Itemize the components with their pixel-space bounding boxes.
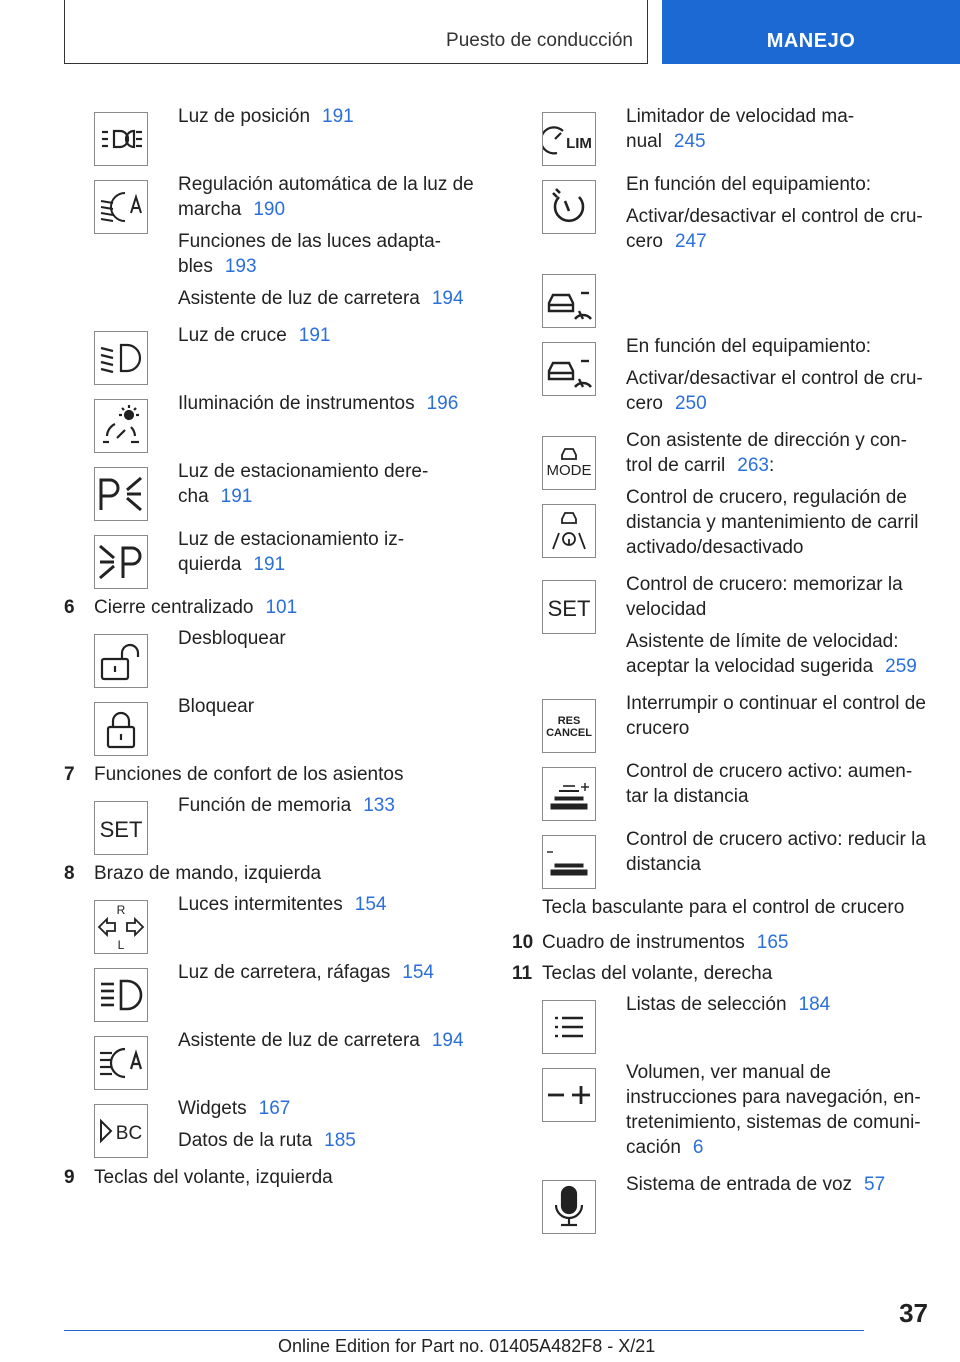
item-description: Control de crucero, regulación de distancia y mantenimiento de carril activado/desactivado — [626, 487, 919, 558]
item-description: Volumen, ver manual de instrucciones para navegación, en-tretenimiento, sistemas de comuni-cación — [626, 1062, 921, 1158]
item-description: Activar/desactivar el control de cru-cero — [626, 206, 923, 252]
item-text — [626, 428, 932, 560]
item-line — [178, 960, 484, 985]
item-description: Luz de estacionamiento dere-cha — [178, 461, 429, 507]
list-item — [512, 428, 932, 560]
svg-text:SET: SET — [99, 817, 143, 842]
svg-text:MODE: MODE — [546, 462, 592, 479]
svg-text:RES: RES — [557, 715, 581, 727]
list-item — [64, 626, 484, 682]
list-item — [512, 759, 932, 815]
item-line — [178, 459, 484, 509]
item-description: Control de crucero activo: reducir la distancia — [626, 829, 926, 875]
chapter-tab-label: MANEJO — [766, 30, 856, 52]
item-line — [178, 229, 484, 279]
microphone-icon — [542, 1180, 596, 1234]
item-text — [178, 323, 484, 348]
item-description: Widgets — [178, 1098, 247, 1119]
list-item — [512, 691, 932, 747]
item-line — [178, 793, 484, 818]
list-item — [512, 992, 932, 1048]
svg-text:LIM: LIM — [566, 135, 592, 152]
page-reference-link[interactable]: 154 — [402, 962, 434, 983]
item-description: Luz de estacionamiento iz-quierda — [178, 529, 405, 575]
bc-icon — [94, 1104, 148, 1158]
svg-text:CANCEL: CANCEL — [546, 727, 592, 739]
item-line — [626, 629, 932, 679]
section-number: 8 — [64, 863, 75, 884]
chapter-tab[interactable] — [662, 0, 960, 64]
item-line — [178, 1128, 484, 1153]
list-item — [64, 1096, 484, 1153]
item-line — [626, 366, 932, 416]
item-line — [178, 1096, 484, 1121]
item-text — [178, 459, 484, 509]
item-description: Luces intermitentes — [178, 894, 343, 915]
item-line — [178, 694, 484, 719]
cruise-control-icon — [542, 180, 596, 234]
list-item — [512, 172, 932, 254]
item-description: Bloquear — [178, 696, 255, 717]
item-text — [626, 334, 932, 416]
item-text — [626, 572, 932, 679]
section-heading — [64, 1165, 484, 1190]
list-item — [64, 694, 484, 750]
list-item — [512, 1060, 932, 1160]
item-line — [178, 286, 484, 311]
list-item — [64, 459, 484, 515]
list-item — [512, 827, 932, 883]
list-item — [512, 334, 932, 416]
item-description: Limitador de velocidad ma-nual — [626, 106, 855, 152]
parking-light-right-icon — [94, 467, 148, 521]
page-number: 37 — [899, 1298, 928, 1328]
speed-limiter-icon — [542, 112, 596, 166]
item-suffix: : — [768, 455, 775, 476]
section-title — [512, 961, 932, 986]
section-title-text: Teclas del volante, derecha — [542, 963, 773, 984]
page-reference-link[interactable]: 247 — [674, 231, 707, 252]
left-column — [64, 104, 484, 1196]
list-item — [512, 1172, 932, 1228]
item-description: Desbloquear — [178, 628, 286, 649]
right-column — [512, 104, 932, 1240]
item-text — [626, 992, 932, 1017]
item-line — [626, 172, 932, 197]
item-text — [178, 104, 484, 129]
page-reference-link[interactable]: 190 — [253, 199, 286, 220]
list-item — [64, 960, 484, 1016]
page-reference-link[interactable]: 245 — [673, 131, 706, 152]
list-item — [64, 172, 484, 311]
item-line — [178, 323, 484, 348]
item-text — [178, 960, 484, 985]
section-number: 10 — [512, 932, 534, 953]
item-line — [178, 104, 484, 129]
item-text — [626, 759, 932, 809]
item-line — [178, 892, 484, 917]
page-reference-link[interactable]: 133 — [363, 795, 395, 816]
item-description: Sistema de entrada de voz — [626, 1174, 853, 1195]
page-reference-link[interactable]: 184 — [798, 994, 831, 1015]
mode-icon — [542, 436, 596, 490]
section-heading — [64, 595, 484, 620]
list-item — [512, 266, 932, 322]
page-reference-link[interactable]: 57 — [864, 1174, 886, 1195]
item-text — [178, 1096, 484, 1153]
low-beam-icon — [94, 331, 148, 385]
page-reference-link[interactable]: 191 — [253, 554, 286, 575]
item-description: Control de crucero activo: aumen-tar la distancia — [626, 761, 913, 807]
item-description: Asistente de límite de velocidad: aceptar la velocidad sugerida — [626, 631, 899, 677]
page-reference-link[interactable]: 194 — [431, 1030, 464, 1051]
item-description: Función de memoria — [178, 795, 352, 816]
high-beam-assist-icon — [94, 1036, 148, 1090]
page-reference-link[interactable]: 165 — [756, 932, 789, 953]
item-text — [626, 104, 932, 154]
section-heading — [64, 762, 484, 787]
cruise-distance-icon — [542, 342, 596, 396]
page-reference-link[interactable]: 250 — [674, 393, 707, 414]
item-text — [626, 691, 932, 741]
item-line — [626, 827, 932, 877]
item-text — [178, 1028, 484, 1053]
section-title — [512, 930, 932, 955]
page-reference-link[interactable]: 154 — [354, 894, 387, 915]
item-description: Activar/desactivar el control de cru-cero — [626, 368, 923, 414]
item-description: Luz de carretera, ráfagas — [178, 962, 391, 983]
svg-text:R: R — [116, 903, 126, 917]
tip-note: Tecla basculante para el control de crucero — [542, 897, 905, 918]
page-reference-link[interactable]: 263 — [737, 455, 769, 476]
parking-light-left-icon — [94, 535, 148, 589]
set-icon — [542, 580, 596, 634]
res-cancel-icon — [542, 699, 596, 753]
item-description: Funciones de las luces adapta-bles — [178, 231, 441, 277]
unlock-icon — [94, 634, 148, 688]
item-description: Con asistente de dirección y con-trol de carril — [626, 430, 907, 476]
footer-rule — [64, 1330, 864, 1331]
item-text — [178, 391, 484, 416]
section-title-text: Funciones de confort de los asientos — [94, 764, 404, 785]
list-item — [512, 572, 932, 679]
item-line — [626, 1060, 932, 1160]
cruise-distance-icon — [542, 274, 596, 328]
footer-edition: Online Edition for Part no. 01405A482F8 - X/21 — [278, 1336, 656, 1356]
section-title-text: Cierre centralizado — [94, 597, 254, 618]
item-description: Datos de la ruta — [178, 1130, 313, 1151]
turn-signal-icon — [94, 900, 148, 954]
list-item — [64, 793, 484, 849]
item-line — [178, 626, 484, 651]
svg-text:BC: BC — [115, 1123, 143, 1144]
item-description: Asistente de luz de carretera — [178, 288, 420, 309]
distance-plus-icon — [542, 767, 596, 821]
auto-headlight-icon — [94, 180, 148, 234]
instrument-lighting-icon — [94, 399, 148, 453]
page-reference-link[interactable]: 101 — [265, 597, 298, 618]
section-title — [64, 1165, 484, 1190]
list-item — [64, 892, 484, 952]
distance-minus-icon — [542, 835, 596, 889]
item-line — [626, 759, 932, 809]
item-text — [178, 172, 484, 311]
item-description: Iluminación de instrumentos — [178, 393, 415, 414]
section-title-text: Cuadro de instrumentos — [542, 932, 745, 953]
item-line — [178, 172, 484, 222]
section-number: 6 — [64, 597, 75, 618]
item-text — [178, 527, 484, 577]
page-reference-link[interactable]: 167 — [258, 1098, 291, 1119]
item-line — [178, 1028, 484, 1053]
item-line — [178, 527, 484, 577]
lock-icon — [94, 702, 148, 756]
item-text — [178, 694, 484, 719]
item-line — [626, 334, 932, 359]
list-item — [512, 104, 932, 160]
section-heading — [64, 861, 484, 886]
item-description: Listas de selección — [626, 994, 787, 1015]
high-beam-icon — [94, 968, 148, 1022]
page-header — [0, 0, 960, 66]
svg-text:SET: SET — [547, 596, 591, 621]
item-description: Luz de cruce — [178, 325, 287, 346]
list-item — [64, 527, 484, 583]
item-line — [626, 204, 932, 254]
item-text — [178, 892, 484, 917]
item-description: Regulación automática de la luz de marcha — [178, 174, 474, 220]
page-reference-link[interactable]: 191 — [220, 486, 253, 507]
svg-text:L: L — [117, 938, 125, 952]
section-number: 7 — [64, 764, 75, 785]
page-reference-link[interactable]: 191 — [298, 325, 331, 346]
parking-light-icon — [94, 112, 148, 166]
section-title — [64, 762, 484, 787]
item-line — [626, 1172, 932, 1197]
item-line — [626, 572, 932, 622]
item-line — [626, 104, 932, 154]
item-text — [626, 827, 932, 877]
section-heading — [512, 961, 932, 986]
list-item — [64, 323, 484, 379]
list-item — [64, 391, 484, 447]
section-title-text: Teclas del volante, izquierda — [94, 1167, 333, 1188]
item-line — [626, 691, 932, 741]
item-text — [626, 1060, 932, 1160]
item-description: En función del equipamiento: — [626, 174, 872, 195]
page-reference-link[interactable]: 196 — [426, 393, 459, 414]
item-description: En función del equipamiento: — [626, 336, 872, 357]
volume-icon — [542, 1068, 596, 1122]
item-line — [626, 992, 932, 1017]
list-item — [64, 1028, 484, 1084]
section-number: 9 — [64, 1167, 75, 1188]
page-reference-link[interactable]: 6 — [692, 1137, 704, 1158]
item-line — [178, 391, 484, 416]
page-reference-link[interactable]: 259 — [885, 656, 917, 677]
list-item — [64, 104, 484, 160]
page-reference-link[interactable]: 194 — [431, 288, 464, 309]
lane-assist-icon — [542, 504, 596, 558]
item-description: Interrumpir o continuar el control de crucero — [626, 693, 926, 739]
selection-list-icon — [542, 1000, 596, 1054]
page-reference-link[interactable]: 193 — [224, 256, 257, 277]
item-text — [626, 172, 932, 254]
item-text — [626, 1172, 932, 1197]
section-number: 11 — [512, 963, 533, 984]
item-text — [178, 626, 484, 651]
item-line — [626, 485, 932, 560]
section-title — [64, 861, 484, 886]
section-title — [64, 595, 484, 620]
item-description: Asistente de luz de carretera — [178, 1030, 420, 1051]
item-description: Control de crucero: memorizar la velocidad — [626, 574, 903, 620]
item-text — [178, 793, 484, 818]
page-reference-link[interactable]: 185 — [324, 1130, 356, 1151]
item-line — [626, 428, 932, 478]
section-title-text: Brazo de mando, izquierda — [94, 863, 322, 884]
section-title: Puesto de conducción — [446, 30, 633, 51]
set-icon — [94, 801, 148, 855]
section-heading — [512, 930, 932, 955]
page-reference-link[interactable]: 191 — [322, 106, 354, 127]
section-label-box — [64, 0, 648, 64]
item-description: Luz de posición — [178, 106, 311, 127]
